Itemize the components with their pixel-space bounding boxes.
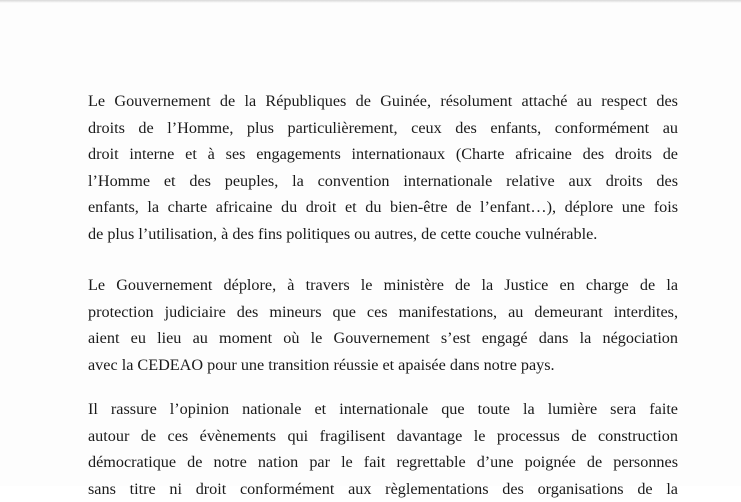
text-line: de plus l’utilisation, à des fins politiques ou autres, de cette couche vulnérable. <box>88 224 598 243</box>
text-line: autour de ces évènements qui fragilisent davantage le processus de construction <box>88 426 678 445</box>
text-line: droit interne et à ses engagements internationaux (Charte africaine des droits de <box>88 145 678 164</box>
text-line: Le Gouvernement de la Républiques de Guinée, résolument attaché au respect des <box>88 92 678 110</box>
text-line: droits de l’Homme, plus particulièrement, ceux des enfants, conformément au <box>88 118 678 137</box>
text-line: aient eu lieu au moment où le Gouvernement s’est engagé dans la négociation <box>88 329 678 348</box>
page-edge-shadow <box>0 0 741 3</box>
text-line: sans titre ni droit conformément aux règlementations des organisations de la <box>88 479 678 498</box>
text-line: Le Gouvernement déplore, à travers le ministère de la Justice en charge de la <box>88 276 678 294</box>
paragraph-2 <box>88 272 678 378</box>
text-line: Il rassure l’opinion nationale et internationale que toute la lumière sera faite <box>88 400 678 418</box>
text-line: protection judiciaire des mineurs que ces manifestations, au demeurant interdites, <box>88 302 678 321</box>
text-line: enfants, la charte africaine du droit et du bien-être de l’enfant…), déplore une fois <box>88 198 678 217</box>
paragraph-3 <box>88 396 678 502</box>
text-line: l’Homme et des peuples, la convention internationale relative aux droits des <box>88 171 678 190</box>
paragraph-1 <box>88 88 678 248</box>
text-line: avec la CEDEAO pour une transition réussie et apaisée dans notre pays. <box>88 355 555 374</box>
text-line: démocratique de notre nation par le fait regrettable d’une poignée de personnes <box>88 453 678 472</box>
